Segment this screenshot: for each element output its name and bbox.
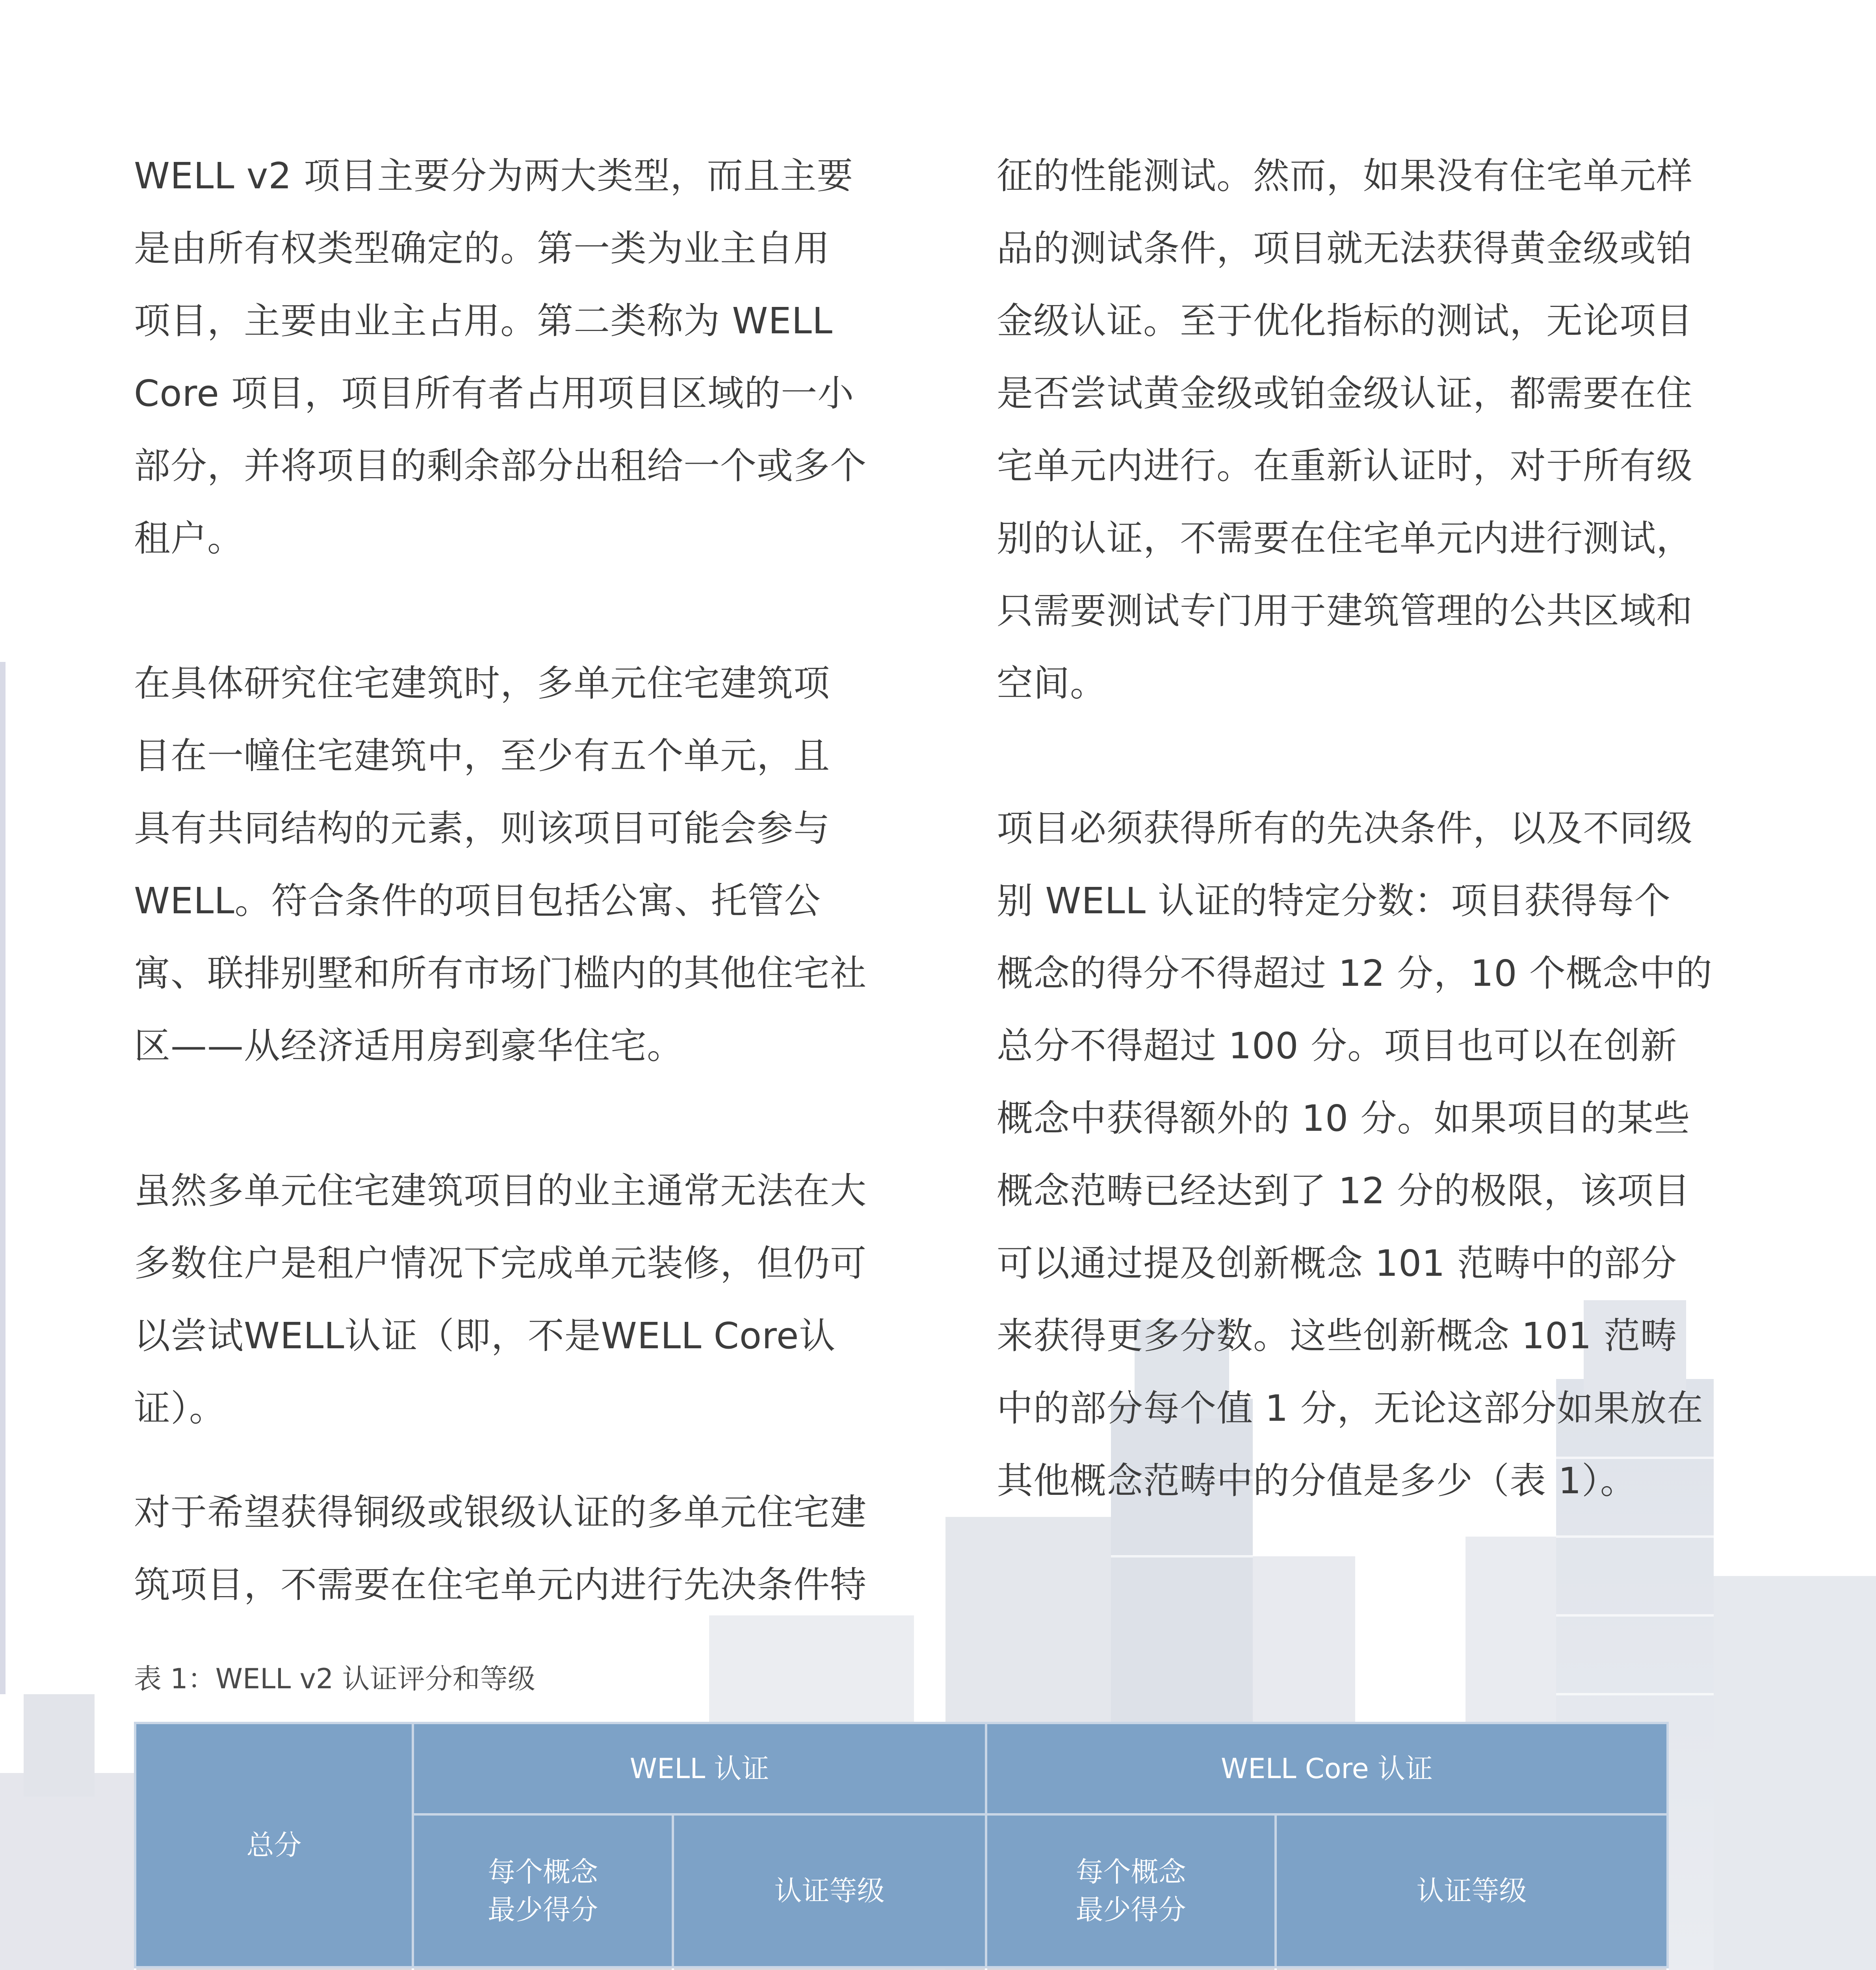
header-core-min-score-per-concept: 每个概念 最少得分 [986, 1814, 1276, 1967]
left-edge-accent-bar [0, 662, 6, 1694]
paragraph-well-v2-types: WELL v2 项目主要分为两大类型，而且主要 是由所有权类型确定的。第一类为业主自用 项目，主要由业主占用。第二类称为 WELL Core 项目，项目所有者占用项目区域的一小 部分，并将项目的剩余部分出租给一个或多个 租户。 [134, 155, 867, 559]
header-certification-level: 认证等级 [673, 1814, 986, 1967]
right-text-column [997, 140, 1769, 1517]
header-min-score-per-concept: 每个概念 最少得分 [413, 1814, 673, 1967]
header-well-core-certification: WELL Core 认证 [986, 1723, 1668, 1814]
header-core-certification-level: 认证等级 [1276, 1814, 1668, 1967]
cell-core-min-score [986, 1967, 1276, 1970]
header-total-score: 总分 [135, 1723, 413, 1967]
paragraph-owner-renovation: 虽然多单元住宅建筑项目的业主通常无法在大 多数住户是租户情况下完成单元装修，但仍可 以尝试WELL认证（即，不是WELL Core认证）。 [134, 1170, 867, 1429]
table-row [135, 1967, 1668, 1970]
table-caption: 表 1：WELL v2 认证评分和等级 [134, 1663, 535, 1695]
paragraph-score-requirements: 项目必须获得所有的先决条件，以及不同级 别 WELL 认证的特定分数：项目获得每个 概念的得分不得超过 12 分，10 个概念中的 总分不得超过 100 分。项目也可以在创新 概念中获得额外的 10 分。如果项目的某些 概念范畴已经达到了 12 分的极限，该项目 可以通过提及创新概念 101 范畴中的部分 来获得更多分数。这些创新概念 101 范畴 中的部分每个值 1 分，无论这部分如果放在 其他概念范畴中的分值是多少（表 1）。 [997, 807, 1713, 1502]
cell-core-level [1276, 1967, 1668, 1970]
cell-min-score [413, 1967, 673, 1970]
certification-scoring-table [134, 1722, 1669, 1970]
cell-total [135, 1967, 413, 1970]
header-well-certification: WELL 认证 [413, 1723, 986, 1814]
left-text-column [134, 140, 906, 1621]
cell-level [673, 1967, 986, 1970]
paragraph-multi-unit-residential: 在具体研究住宅建筑时，多单元住宅建筑项 目在一幢住宅建筑中，至少有五个单元，且 具有共同结构的元素，则该项目可能会参与 WELL。符合条件的项目包括公寓、托管公 寓、联排别墅和所有市场门槛内的其他住宅社 区——从经济适用房到豪华住宅。 [134, 662, 867, 1067]
paragraph-performance-testing: 征的性能测试。然而，如果没有住宅单元样 品的测试条件，项目就无法获得黄金级或铂 金级认证。至于优化指标的测试，无论项目 是否尝试黄金级或铂金级认证，都需要在住 宅单元内进行。在重新认证时，对于所有级 别的认证，不需要在住宅单元内进行测试， 只需要测试专门用于建筑管理的公共区域和 空间。 [997, 155, 1693, 704]
paragraph-bronze-silver: 对于希望获得铜级或银级认证的多单元住宅建 筑项目，不需要在住宅单元内进行先决条件特 [134, 1491, 867, 1606]
